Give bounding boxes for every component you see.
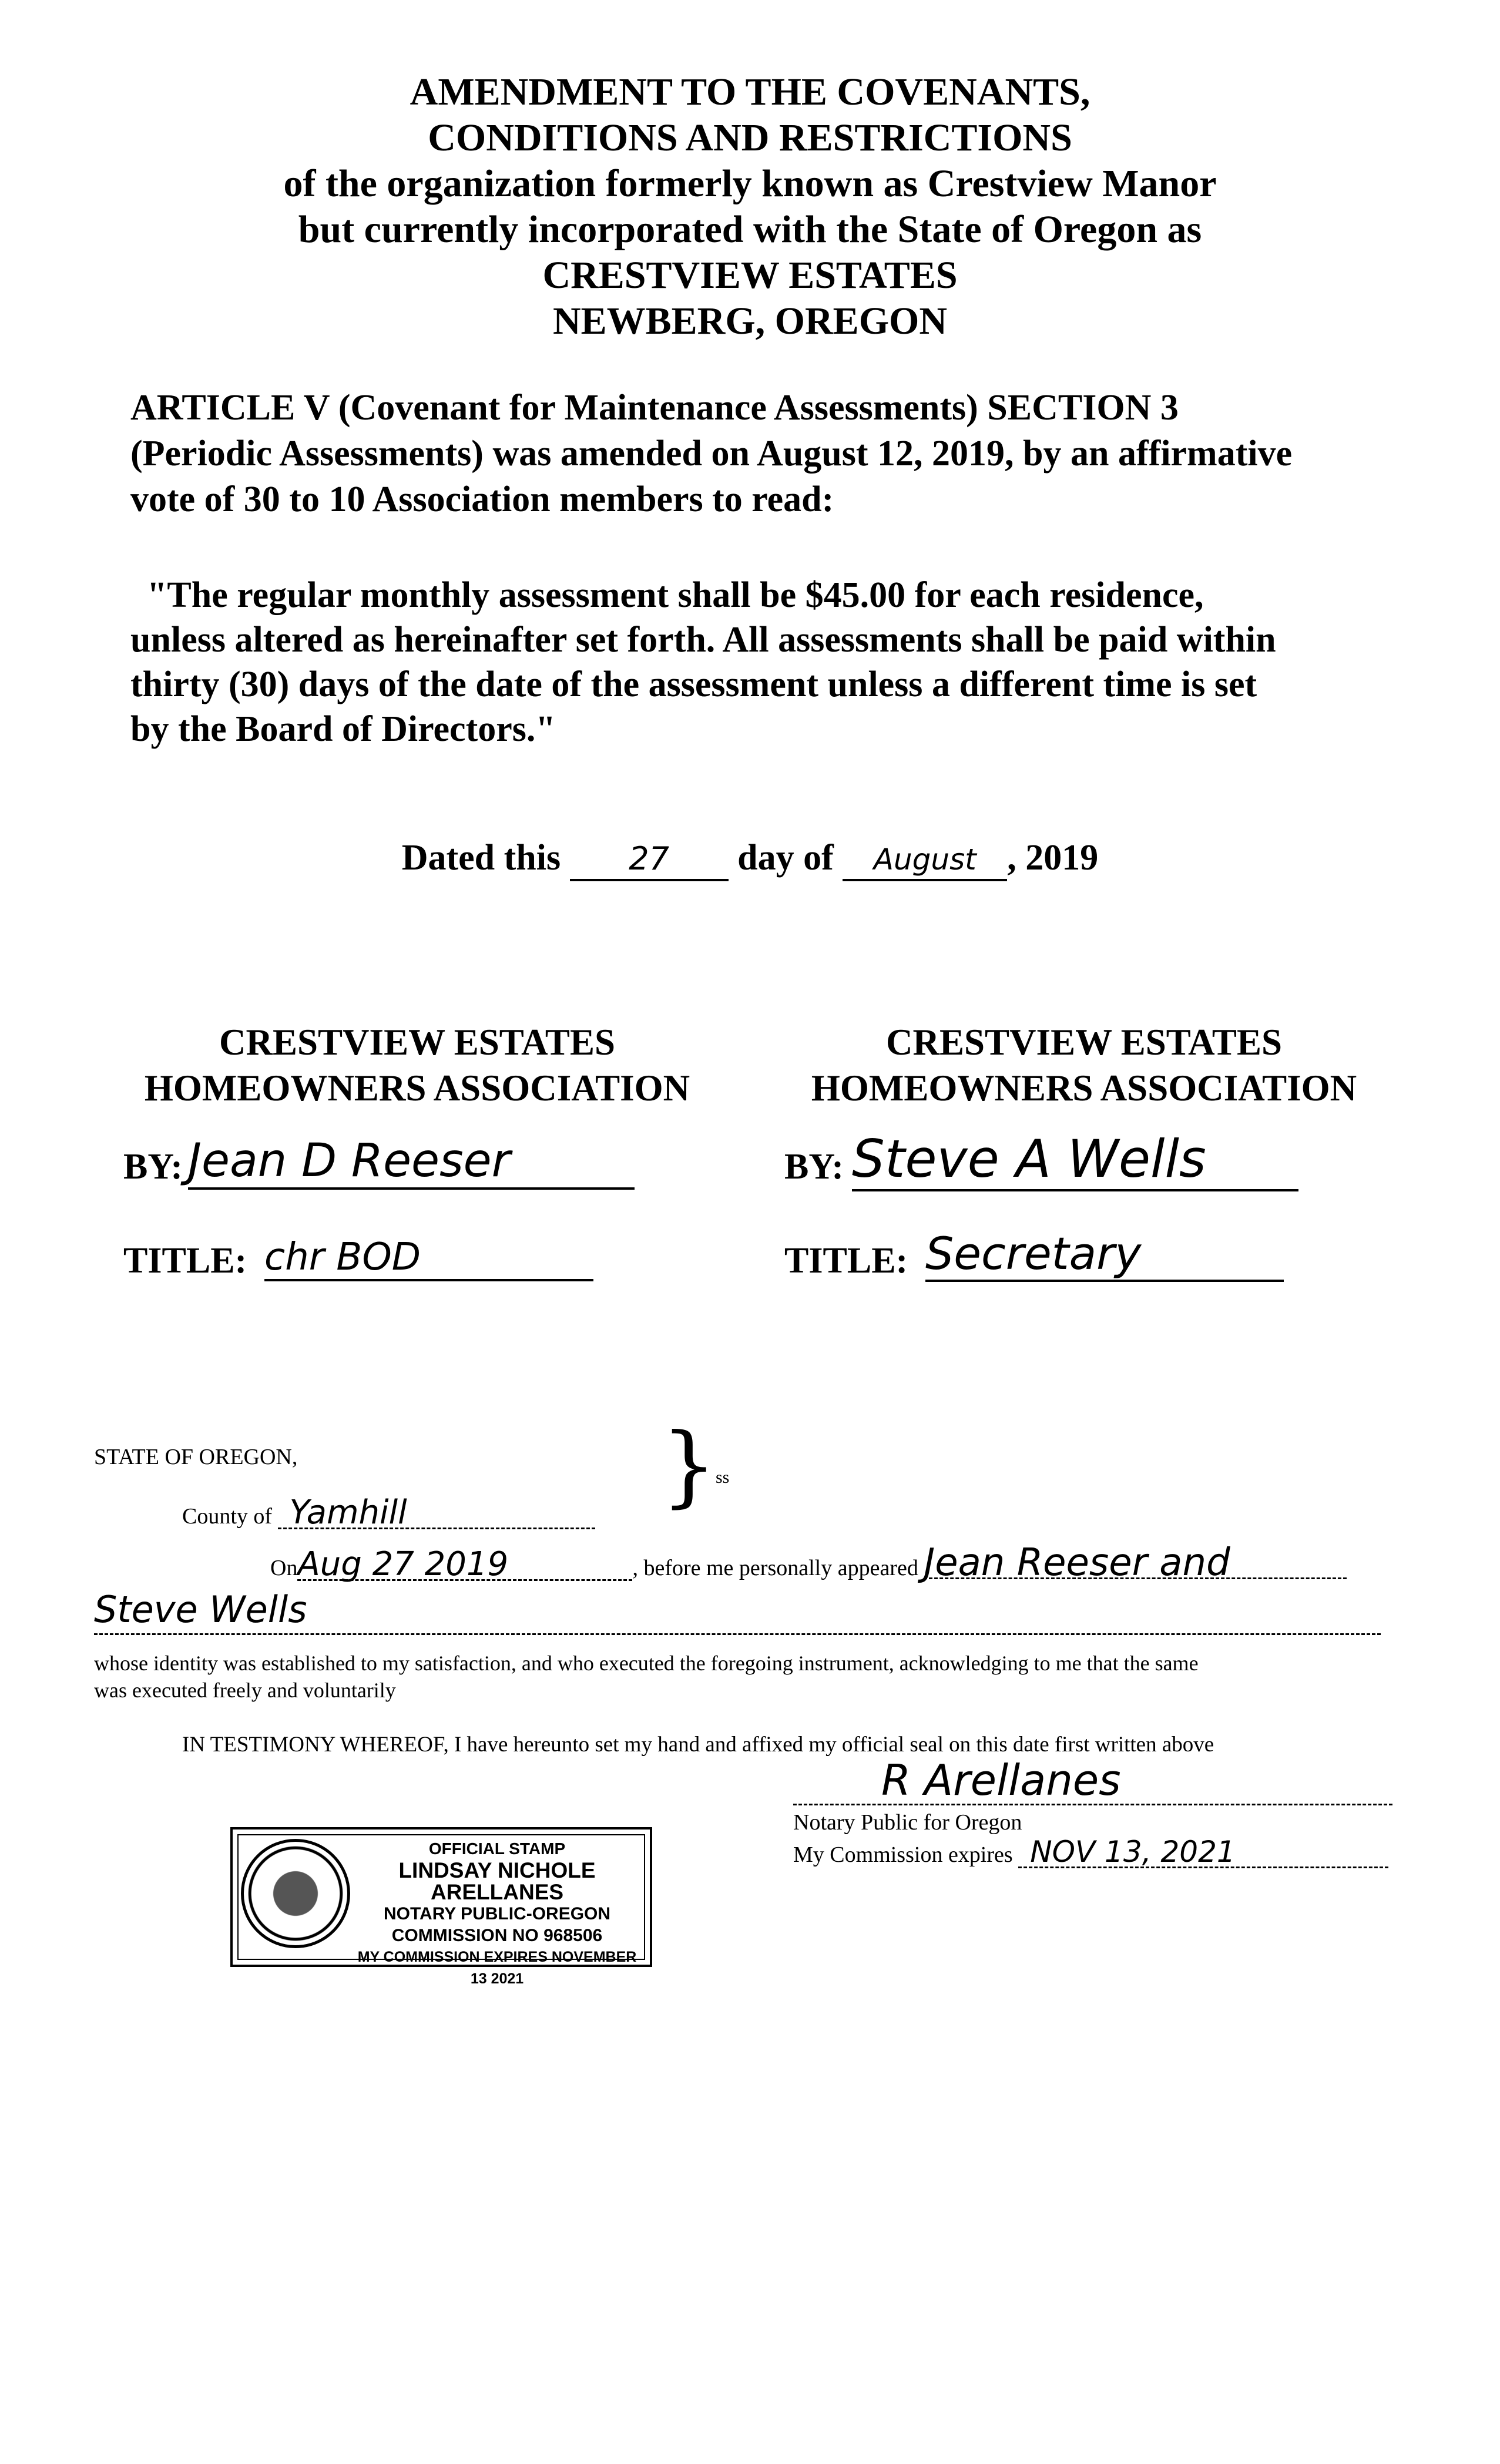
on-date: Aug 27 2019 [297,1550,632,1581]
title-value: chr BOD [264,1236,593,1281]
by-label: BY: [784,1147,844,1187]
title-line: AMENDMENT TO THE COVENANTS, [410,71,1090,113]
title-line: CRESTVIEW ESTATES [542,254,958,297]
commission-date: NOV 13, 2021 [1018,1837,1388,1868]
dated-prefix: Dated this [401,838,561,878]
article-line: ARTICLE V (Covenant for Maintenance Assessments) SECTION 3 [130,388,1179,428]
article-line: (Periodic Assessments) was amended on August 12, 2019, by an affirmative [130,434,1293,474]
notary-public-label: Notary Public for Oregon [793,1810,1022,1835]
by-signature: Steve A Wells [852,1129,1298,1191]
appeared-names-2: Steve Wells [94,1586,1381,1635]
title-value: Secretary [925,1227,1284,1282]
dated-month-field [843,837,1007,881]
dated-middle: day of [737,838,834,878]
title-line: but currently incorporated with the State of Oregon as [298,208,1202,251]
title-line: CONDITIONS AND RESTRICTIONS [428,116,1072,159]
dated-day: 27 [629,840,669,877]
commission-label: My Commission expires [793,1842,1013,1867]
testimony-statement: IN TESTIMONY WHEREOF, I have hereunto set my hand and affixed my official seal on this date first written above [182,1733,1214,1757]
org-name-line2: HOMEOWNERS ASSOCIATION [144,1067,690,1109]
county-line [182,1493,595,1532]
quote-line: "The regular monthly assessment shall be $45.00 for each residence, [147,575,1204,615]
stamp-line3: NOTARY PUBLIC-OREGON [383,1904,611,1923]
commission-line [793,1837,1392,1869]
org-name-line2: HOMEOWNERS ASSOCIATION [811,1067,1357,1109]
on-label: On [270,1556,298,1580]
identity-line: was executed freely and voluntarily [94,1679,396,1702]
appeared-names-1: Jean Reeser and [924,1548,1347,1579]
appeared-label: , before me personally appeared [632,1556,918,1580]
stamp-line4: COMMISSION NO 968506 [391,1926,603,1945]
article-line: vote of 30 to 10 Association members to read: [130,479,834,519]
brace-icon: } [661,1415,717,1517]
quote-line: thirty (30) days of the date of the assessment unless a different time is set [130,664,1257,704]
org-name-line1: CRESTVIEW ESTATES [219,1022,616,1063]
stamp-line1: OFFICIAL STAMP [428,1839,566,1858]
stamp-line2: LINDSAY NICHOLE ARELLANES [398,1858,596,1904]
title-line [123,1236,711,1293]
by-line [784,1129,1384,1199]
by-line [123,1134,711,1199]
notary-ss: ss [716,1468,730,1487]
title-line: of the organization formerly known as Crestview Manor [283,162,1217,205]
signer-block-left [123,1019,711,1293]
dated-month: August [873,842,976,877]
by-signature: Jean D Reeser [188,1134,635,1190]
stamp-text [350,1838,644,1990]
county-value: Yamhill [278,1498,595,1529]
quote-line: by the Board of Directors." [130,709,556,749]
article-paragraph [130,385,1394,522]
dated-day-field [570,837,729,881]
notary-signature-block [793,1757,1392,1869]
amendment-quote [130,573,1410,751]
notary-state: STATE OF OREGON, [94,1445,298,1469]
title-line [784,1227,1384,1293]
quote-line: unless altered as hereinafter set forth. All assessments shall be paid within [130,620,1276,660]
by-label: BY: [123,1147,183,1187]
county-label: County of [182,1504,273,1529]
identity-statement [94,1650,1416,1704]
state-seal-icon [241,1839,350,1948]
appearance-line-2 [94,1586,1381,1635]
identity-line: whose identity was established to my satisfaction, and who executed the foregoing instrument, acknowledging to me that the same [94,1651,1199,1675]
appearance-line [270,1541,1398,1585]
stamp-line5: MY COMMISSION EXPIRES NOVEMBER 13 2021 [357,1949,637,1987]
org-name-line1: CRESTVIEW ESTATES [885,1022,1283,1063]
document-title [0,69,1500,344]
signer-block-right [784,1019,1384,1293]
title-label: TITLE: [784,1241,908,1281]
title-label: TITLE: [123,1241,247,1281]
official-stamp [230,1827,652,1987]
title-line: NEWBERG, OREGON [552,300,948,343]
dated-year: , 2019 [1007,838,1099,878]
dated-line [0,837,1500,881]
notary-signature: R Arellanes [793,1757,1392,1805]
